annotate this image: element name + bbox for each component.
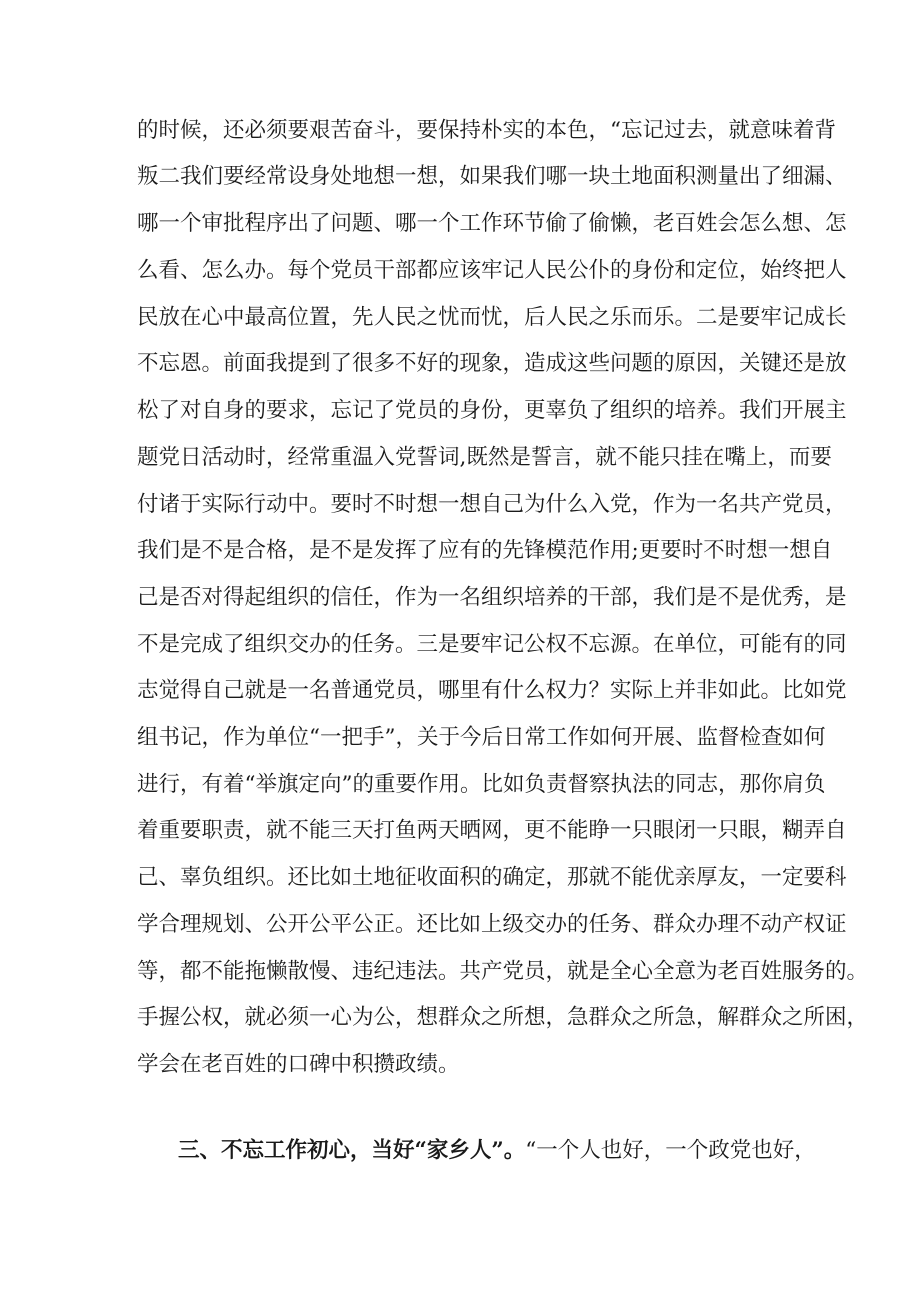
text-line: 组书记，作为单位“一把手”，关于今后日常工作如何开展、监督检查如何 [137, 725, 826, 750]
text-line: 己是否对得起组织的信任，作为一名组织培养的干部，我们是不是优秀，是 [137, 585, 847, 610]
text-line: 叛二我们要经常设身处地想一想，如果我们哪一块土地面积测量出了细漏、 [137, 164, 847, 189]
text-line: 不忘恩。前面我提到了很多不好的现象，造成这些问题的原因，关键还是放 [137, 351, 847, 376]
text-line: 不是完成了组织交办的任务。三是要牢记公权不忘源。在单位，可能有的同 [137, 632, 847, 657]
text-line: 志觉得自己就是一名普通党员，哪里有什么权力？实际上并非如此。比如党 [137, 678, 847, 703]
section-heading: 三、不忘工作初心，当好“家乡人”。 [178, 1138, 526, 1163]
text-line: 着重要职责，就不能三天打鱼两天晒网，更不能睁一只眼闭一只眼，糊弄自 [137, 818, 847, 843]
text-line: 的时候，还必须要艰苦奋斗，要保持朴实的本色，“忘记过去，就意味着背 [137, 118, 836, 143]
text-line: 己、辜负组织。还比如土地征收面积的确定，那就不能优亲厚友，一定要科 [137, 865, 847, 890]
text-line: 我们是不是合格，是不是发挥了应有的先锋模范作用;更要时不时想一想自 [137, 538, 833, 563]
text-line: 等，都不能拖懒散慢、违纪违法。共产党员，就是全心全意为老百姓服务的。 [137, 959, 869, 984]
text-line: 哪一个审批程序出了问题、哪一个工作环节偷了偷懒，老百姓会怎么想、怎 [137, 211, 847, 236]
text-line: 付诸于实际行动中。要时不时想一想自己为什么入党，作为一名共产党员， [137, 492, 847, 517]
text-line: 么看、怎么办。每个党员干部都应该牢记人民公仆的身份和定位，始终把人 [137, 258, 847, 283]
text-line: 松了对自身的要求，忘记了党员的身份，更辜负了组织的培养。我们开展主 [137, 398, 847, 423]
text-line: 进行，有着“举旗定向”的重要作用。比如负责督察执法的同志，那你肩负 [137, 772, 826, 797]
text-line: 手握公权，就必须一心为公，想群众之所想，急群众之所急，解群众之所困， [137, 1005, 869, 1030]
text-line: 学会在老百姓的口碑中积攒政绩。 [137, 1052, 460, 1077]
section-text: “一个人也好，一个政党也好， [525, 1138, 816, 1163]
text-line: 题党日活动时，经常重温入党誓词,既然是誓言，就不能只挂在嘴上，而要 [137, 445, 832, 470]
text-line: 学合理规划、公开公平公正。还比如上级交办的任务、群众办理不动产权证 [137, 912, 847, 937]
section-line [137, 1136, 816, 1166]
text-line: 民放在心中最高位置，先人民之忧而忧，后人民之乐而乐。二是要牢记成长 [137, 305, 847, 330]
